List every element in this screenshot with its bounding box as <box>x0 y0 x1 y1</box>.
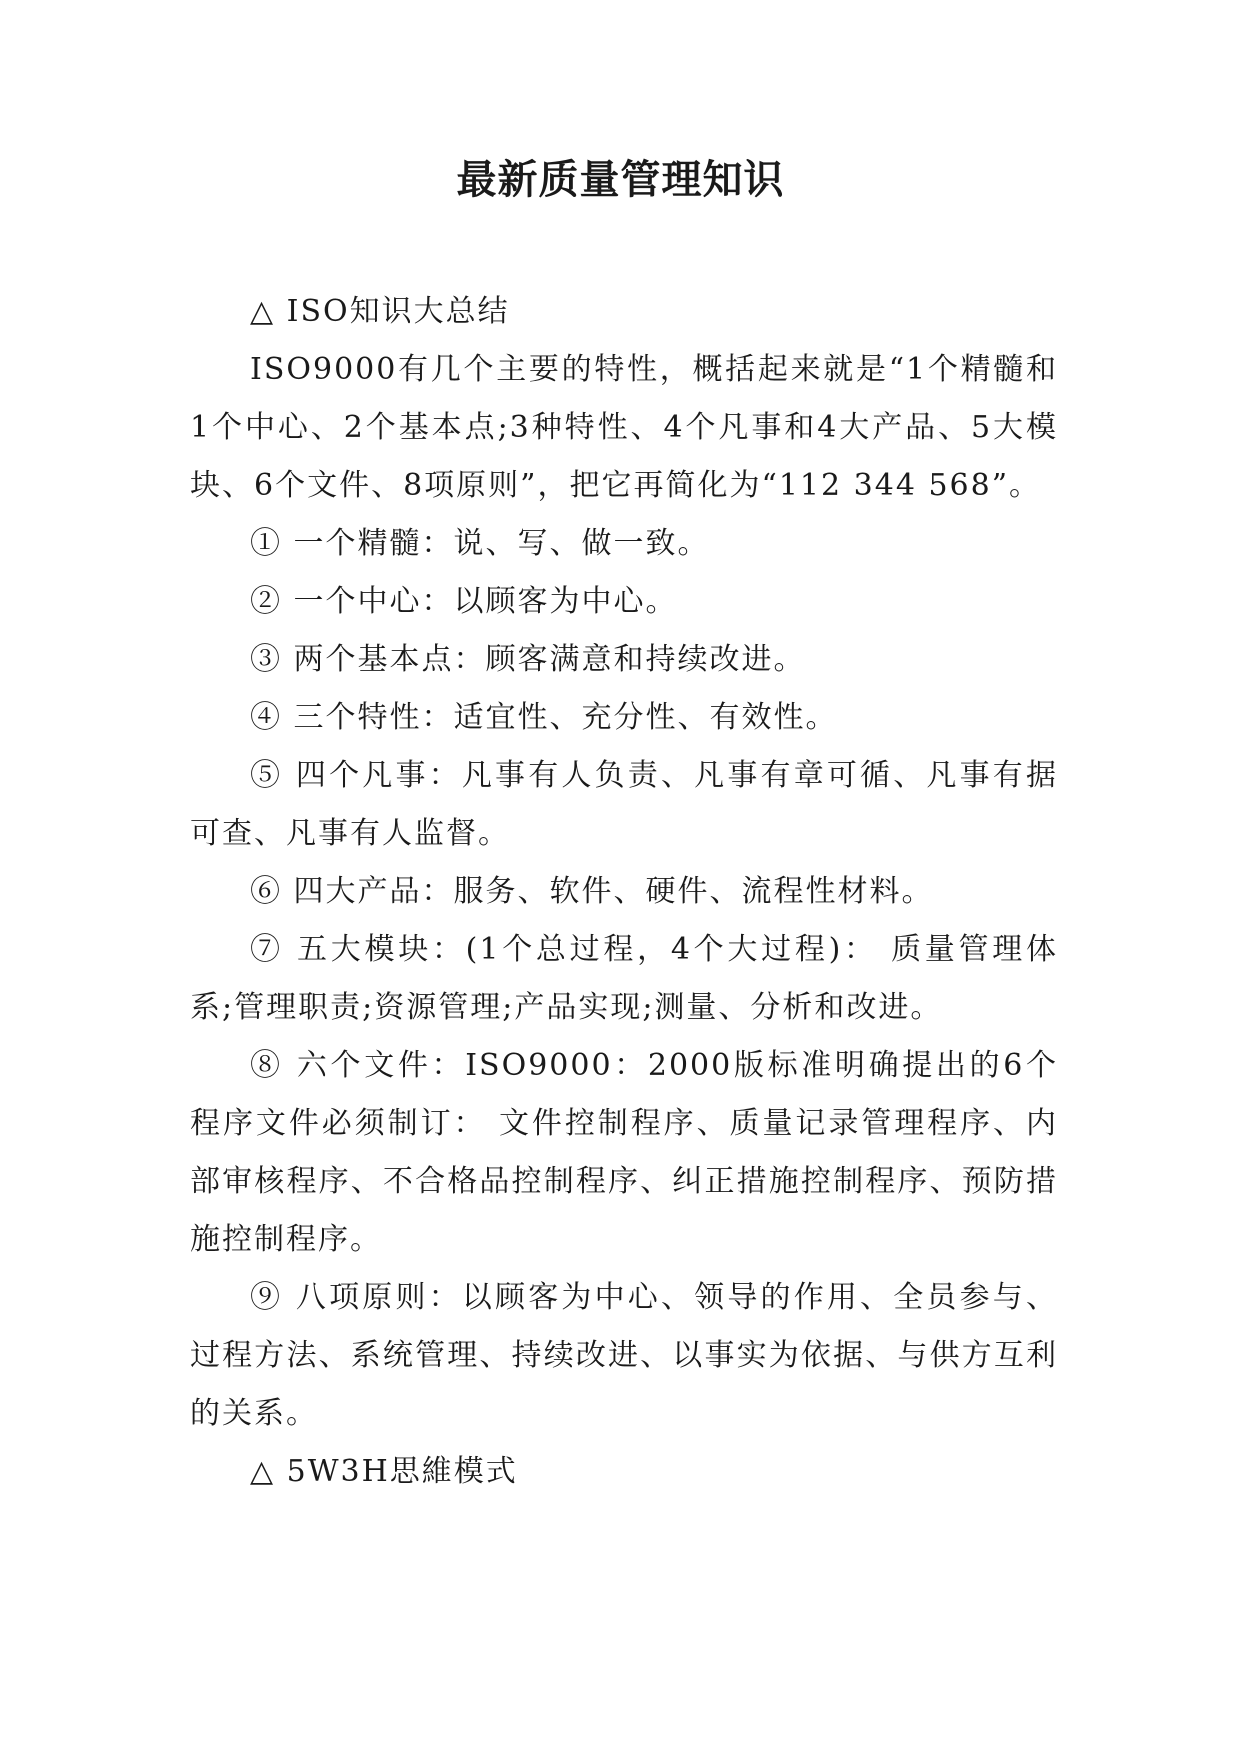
document-title: 最新质量管理知识 <box>456 156 785 203</box>
list-item-essence: ① 一个精髓：说、写、做一致。 <box>250 526 710 561</box>
list-item-six-documents: ⑧ 六个文件：ISO9000：2000版标准明确提出的6个程序文件必须制订： 文件控制程序、质量记录管理程序、内部审核程序、不合格品控制程序、纠正措施控制程序、预防措施控制程序。 <box>190 1048 1058 1257</box>
document-body <box>190 283 1058 1501</box>
section-heading-iso: △ ISO知识大总结 <box>250 294 510 329</box>
list-item-four-everything: ⑤ 四个凡事：凡事有人负责、凡事有章可循、凡事有据可查、凡事有人监督。 <box>190 758 1058 851</box>
list-item-basic-points: ③ 两个基本点：顾客满意和持续改进。 <box>250 642 806 677</box>
list-item-eight-principles: ⑨ 八项原则：以顾客为中心、领导的作用、全员参与、过程方法、系统管理、持续改进、以事实为依据、与供方互利的关系。 <box>190 1280 1058 1431</box>
list-item-center: ② 一个中心：以顾客为中心。 <box>250 584 678 619</box>
list-item-five-modules: ⑦ 五大模块：(1个总过程，4个大过程)： 质量管理体系;管理职责;资源管理;产品实现;测量、分析和改进。 <box>190 932 1058 1025</box>
paragraph-iso-overview: ISO9000有几个主要的特性，概括起来就是“1个精髓和1个中心、2个基本点;3种特性、4个凡事和4大产品、5大模块、6个文件、8项原则”，把它再简化为“112 344 568”。 <box>190 352 1058 503</box>
section-heading-5w3h: △ 5W3H思維模式 <box>250 1454 518 1489</box>
list-item-characteristics: ④ 三个特性：适宜性、充分性、有效性。 <box>250 700 838 735</box>
list-item-four-products: ⑥ 四大产品：服务、软件、硬件、流程性材料。 <box>250 874 934 909</box>
